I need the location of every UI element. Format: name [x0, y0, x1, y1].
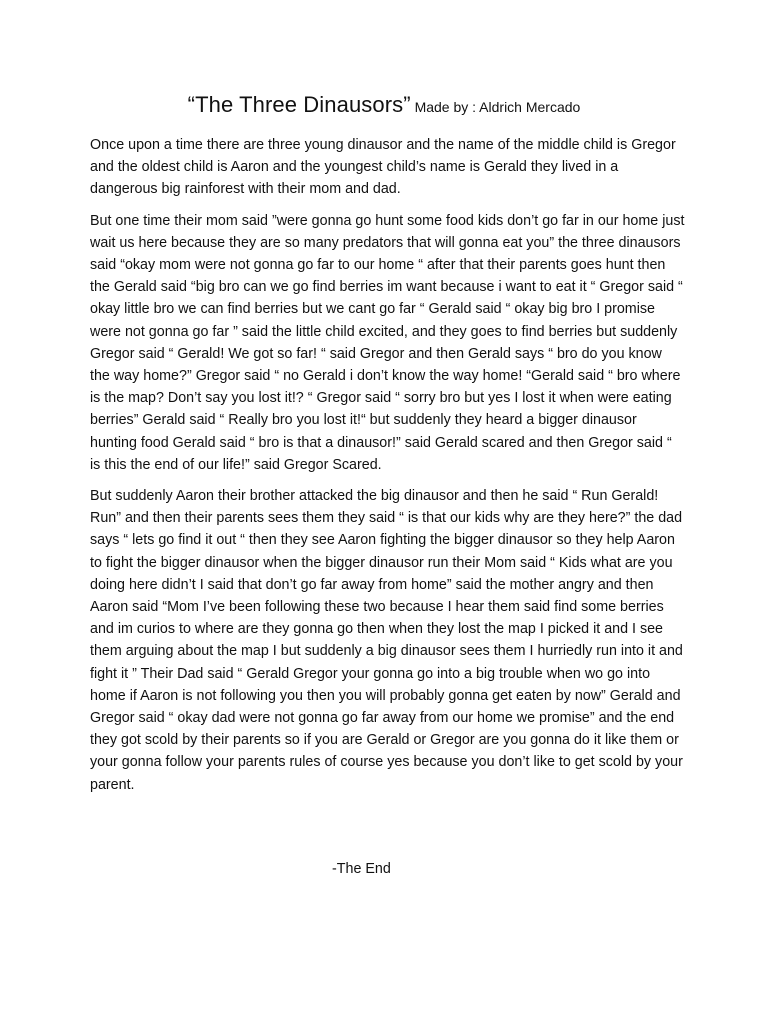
the-end-text: -The End	[332, 861, 391, 877]
paragraph-2: But one time their mom said ”were gonna go hunt some food kids don’t go far in our home just wait us here because they are so many predators that will gonna eat you” the three dinausors said “okay mom were not gonna go far to our home “ after that their parents goes hunt then the Gerald said “big bro can we go find berries im want because i want to eat it “ Gregor said “ okay little bro we can find berries but we cant go far “ Gerald said “ okay big bro I promise were not gonna go far ” said the little child excited, and they goes to find berries but suddenly Gregor said “ Gerald! We got so far! “ said Gregor and then Gerald says “ bro do you know the way home?” Gregor said “ no Gerald i don’t know the way home! “Gerald said “ bro where is the map? Don’t say you lost it!? “ Gregor said “ sorry bro but yes I lost it when were eating berries” Gerald said “ Really bro you lost it!“ but suddenly they heard a bigger dinausor hunting food Gerald said “ bro is that a dinausor!” said Gerald scared and then Gregor said “ is this the end of our life!” said Gregor Scared.	[90, 212, 685, 473]
paragraph-3: But suddenly Aaron their brother attacked the big dinausor and then he said “ Run Gerald! Run” and then their parents sees them they said “ is that our kids why are they here?” the dad says “ lets go find it out “ then they see Aaron fighting the bigger dinausor so they help Aaron to fight the bigger dinausor when the bigger dinausor run their Mom said “ Kids what are you doing here didn’t I said that don’t go far away from home” said the mother angry and then Aaron said “Mom I’ve been following these two because I hear them said find some berries and im curios to where are they gonna go then when they lost the map I picked it and I see them arguing about the map I but suddenly a big dinausor sees them I hurriedly run into it and fight it ” Their Dad said “ Gerald Gregor your gonna go into a big trouble when wo go into home if Aaron is not following you then you will probably gonna get eaten by now” Gerald and Gregor said “ okay dad were not gonna go far away from our home we promise” and the end they got scold by their parents so if you are Gerald or Gregor are you gonna do it like them or your gonna follow your parents rules of course yes because you don’t like to get scold by your parent.	[90, 488, 683, 793]
story-body	[90, 134, 685, 805]
paragraph-1: Once upon a time there are three young dinausor and the name of the middle child is Gregor and the oldest child is Aaron and the youngest child’s name is Gerald they lived in a dangerous big rainforest with their mom and dad.	[90, 137, 676, 198]
author-credit: Made by : Aldrich Mercado	[410, 99, 581, 115]
story-title: “The Three Dinausors”	[187, 92, 411, 117]
title-line	[0, 92, 768, 118]
